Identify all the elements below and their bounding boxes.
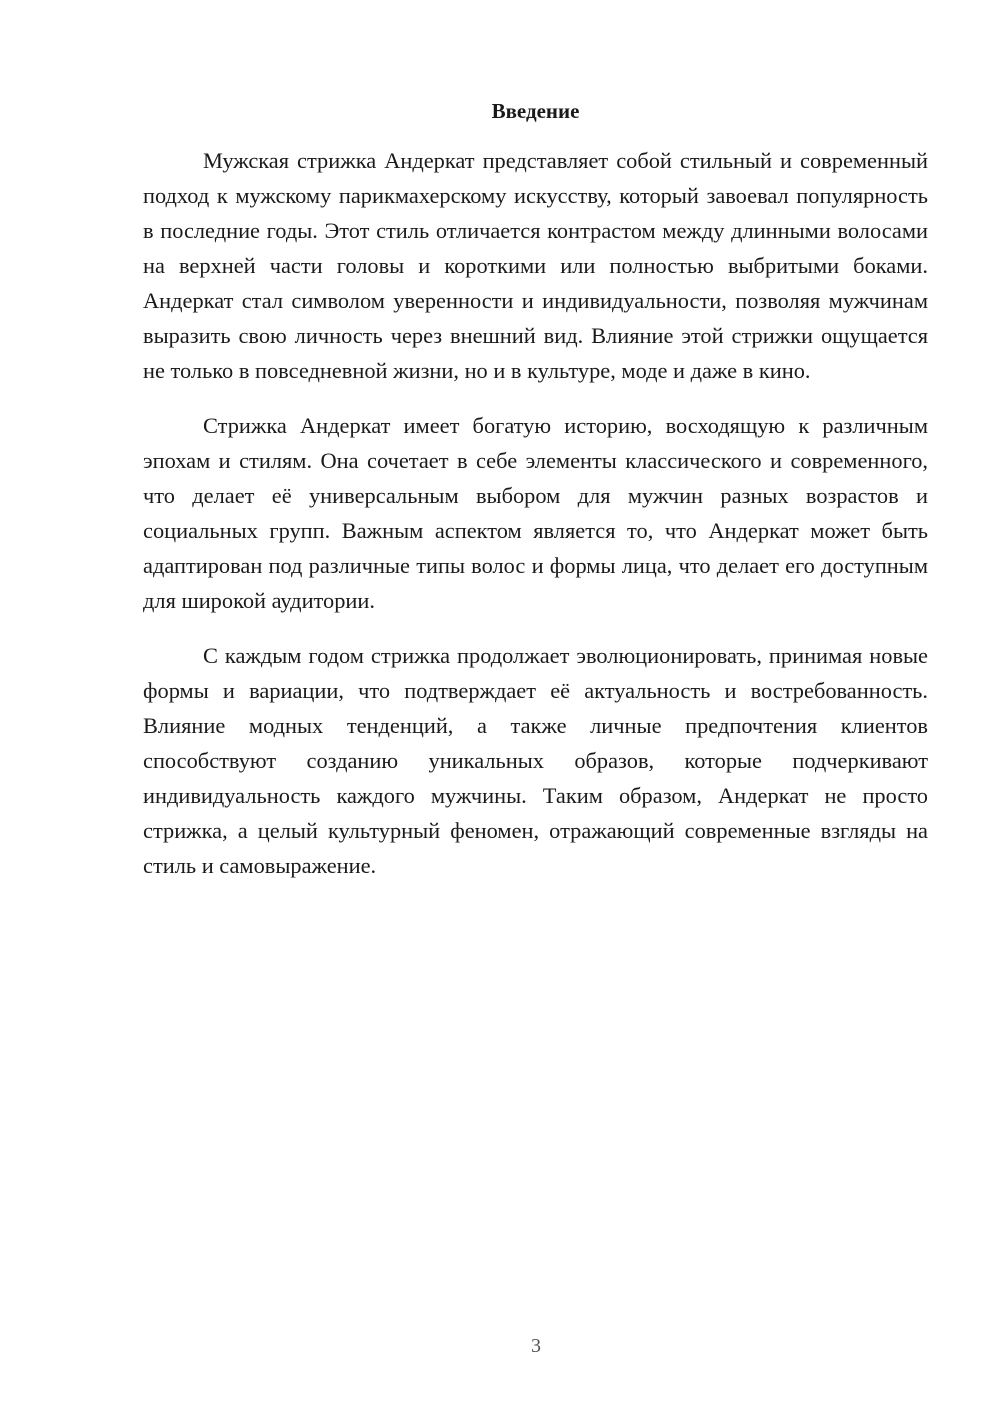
body-text — [143, 143, 928, 903]
paragraph-3: С каждым годом стрижка продолжает эволюционировать, принимая новые формы и вариации, что подтверждает её актуальность и востребованность. Влияние модных тенденций, а также личные предпочтения клиентов способствуют созданию уникальных образов, которые подчеркивают индивидуальность каждого мужчины. Таким образом, Андеркат не просто стрижка, а целый культурный феномен, отражающий современные взгляды на стиль и самовыражение. — [143, 643, 928, 878]
paragraph-2: Стрижка Андеркат имеет богатую историю, восходящую к различным эпохам и стилям. Она сочетает в себе элементы классического и современного, что делает её универсальным выбором для мужчин разных возрастов и социальных групп. Важным аспектом является то, что Андеркат может быть адаптирован под различные типы волос и формы лица, что делает его доступным для широкой аудитории. — [143, 413, 928, 613]
page-number: 3 — [531, 1335, 541, 1357]
section-title: Введение — [491, 99, 580, 123]
paragraph-1: Мужская стрижка Андеркат представляет собой стильный и современный подход к мужскому парикмахерскому искусству, который завоевал популярность в последние годы. Этот стиль отличается контрастом между длинными волосами на верхней части головы и короткими или полностью выбритыми боками. Андеркат стал символом уверенности и индивидуальности, позволяя мужчинам выразить свою личность через внешний вид. Влияние этой стрижки ощущается не только в повседневной жизни, но и в культуре, моде и даже в кино. — [143, 148, 928, 383]
